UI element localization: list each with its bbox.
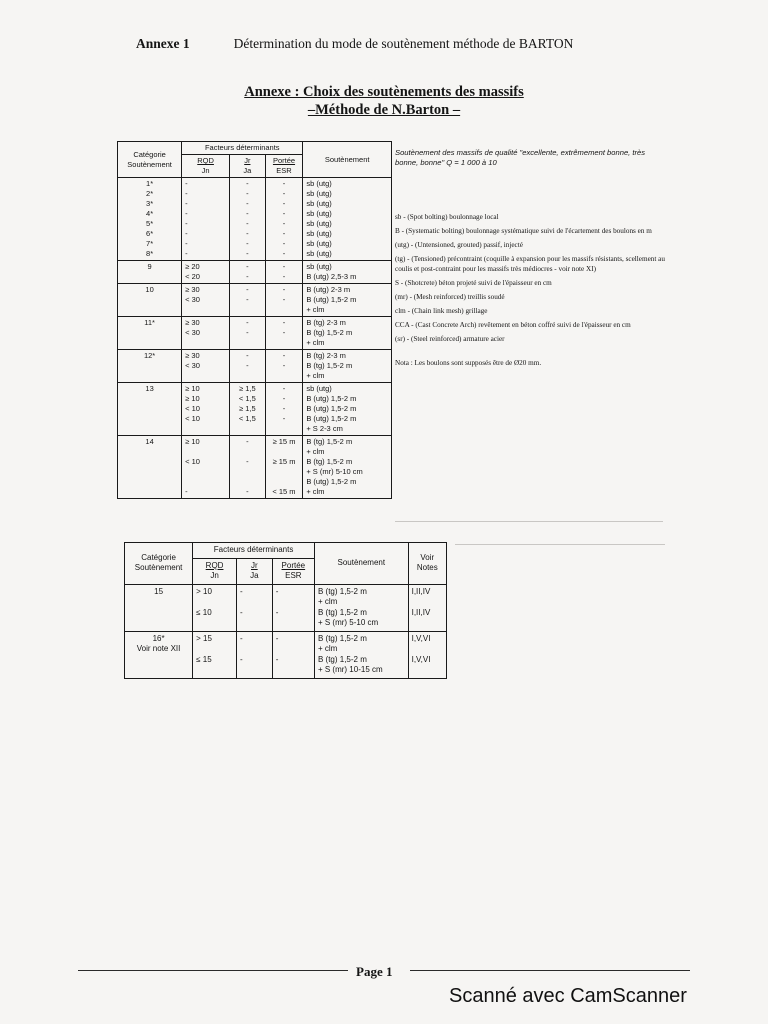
note-item: (sr) - (Steel reinforced) armature acier <box>395 335 505 343</box>
categorie-cell: 15 <box>125 584 193 631</box>
header-portee-esr: Portée ESR <box>265 155 303 178</box>
categorie-cell: 16* Voir note XII <box>125 631 193 678</box>
divider-line <box>395 521 663 522</box>
rqd-cell: - - - - - - - - <box>182 178 230 261</box>
table-row <box>118 261 392 284</box>
table-row <box>125 631 447 678</box>
portee-cell: - - <box>272 584 314 631</box>
note-item: (tg) - (Tensioned) précontraint (coquille à expansion pour les massifs résistants, scellement au coulis et post-contraint pour les massifs très médiocres - voir note XI) <box>395 255 665 273</box>
voir-notes-cell: I,II,IV I,II,IV <box>408 584 446 631</box>
categorie-cell: 11* <box>118 317 182 350</box>
table-row <box>125 584 447 631</box>
soutenement-cell: sb (utg) B (utg) 1,5-2 m B (utg) 1,5-2 m B (utg) 1,5-2 m + S 2-3 cm <box>303 383 392 436</box>
header-categorie: Catégorie Soutènement <box>125 543 193 585</box>
rqd-cell: ≥ 30 < 30 <box>182 350 230 383</box>
rqd-cell: > 10 ≤ 10 <box>193 584 237 631</box>
categorie-cell: 14 <box>118 436 182 499</box>
table-row <box>118 284 392 317</box>
annex-label: Annexe 1 <box>136 36 190 51</box>
jr-cell: - - <box>236 631 272 678</box>
table-row <box>118 178 392 261</box>
footer-rule-right <box>410 970 690 971</box>
portee-cell: - - <box>265 284 303 317</box>
header-facteurs: Facteurs déterminants <box>182 142 303 155</box>
title-line-2: –Méthode de N.Barton – <box>307 102 461 118</box>
soutenement-cell: B (tg) 2-3 m B (tg) 1,5-2 m + clm <box>303 350 392 383</box>
jr-cell: - - <box>230 317 266 350</box>
categorie-cell: 1* 2* 3* 4* 5* 6* 7* 8* <box>118 178 182 261</box>
portee-cell: - - <box>272 631 314 678</box>
divider-line <box>455 544 665 545</box>
rqd-cell: ≥ 30 < 30 <box>182 284 230 317</box>
abbreviation-notes <box>395 148 670 368</box>
portee-cell: ≥ 15 m ≥ 15 m < 15 m <box>265 436 303 499</box>
rqd-cell: ≥ 10 < 10 - <box>182 436 230 499</box>
footer-rule-left <box>78 970 348 971</box>
support-table-2 <box>124 542 447 679</box>
soutenement-cell: B (tg) 2-3 m B (tg) 1,5-2 m + clm <box>303 317 392 350</box>
jr-cell: - - <box>230 350 266 383</box>
categorie-cell: 12* <box>118 350 182 383</box>
portee-cell: - - - - - - - - <box>265 178 303 261</box>
header-voir-notes: Voir Notes <box>408 543 446 585</box>
note-item: S - (Shotcrete) béton projeté suivi de l'épaisseur en cm <box>395 279 552 287</box>
jr-cell: - - - <box>230 436 266 499</box>
header-title: Détermination du mode de soutènement méthode de BARTON <box>233 36 574 51</box>
notes-intro: Soutènement des massifs de qualité "excellente, extrêmement bonne, très bonne, bonne" Q = 1 000 à 10 <box>395 148 646 167</box>
soutenement-cell: B (tg) 1,5-2 m + clm B (tg) 1,5-2 m + S (mr) 5-10 cm B (utg) 1,5-2 m + clm <box>303 436 392 499</box>
page-number: Page 1 <box>356 964 393 979</box>
note-item: sb - (Spot bolting) boulonnage local <box>395 213 499 221</box>
portee-cell: - - - - <box>265 383 303 436</box>
header-soutenement: Soutènement <box>303 142 392 178</box>
notes-nota: Nota : Les boulons sont supposés être de Ø20 mm. <box>395 359 542 367</box>
voir-notes-cell: I,V,VI I,V,VI <box>408 631 446 678</box>
header-jr-ja: Jr Ja <box>236 558 272 584</box>
rqd-cell: > 15 ≤ 15 <box>193 631 237 678</box>
rqd-cell: ≥ 30 < 30 <box>182 317 230 350</box>
header-rqd-jn: RQD Jn <box>193 558 237 584</box>
soutenement-cell: sb (utg) sb (utg) sb (utg) sb (utg) sb (utg) sb (utg) sb (utg) sb (utg) <box>303 178 392 261</box>
header-soutenement: Soutènement <box>314 543 408 585</box>
table-row <box>118 317 392 350</box>
header-portee-esr: Portée ESR <box>272 558 314 584</box>
header-categorie: Catégorie Soutènement <box>118 142 182 178</box>
soutenement-cell: B (tg) 1,5-2 m + clm B (tg) 1,5-2 m + S (mr) 10-15 cm <box>314 631 408 678</box>
header-facteurs: Facteurs déterminants <box>193 543 315 559</box>
note-item: (mr) - (Mesh reinforced) treillis soudé <box>395 293 505 301</box>
note-item: CCA - (Cast Concrete Arch) revêtement en béton coffré suivi de l'épaisseur en cm <box>395 321 631 329</box>
categorie-cell: 10 <box>118 284 182 317</box>
jr-cell: - - <box>230 284 266 317</box>
rqd-cell: ≥ 10 ≥ 10 < 10 < 10 <box>182 383 230 436</box>
table-row <box>118 436 392 499</box>
portee-cell: - - <box>265 350 303 383</box>
jr-cell: - - <box>230 261 266 284</box>
jr-cell: - - <box>236 584 272 631</box>
header-rqd-jn: RQD Jn <box>182 155 230 178</box>
soutenement-cell: B (utg) 2-3 m B (utg) 1,5-2 m + clm <box>303 284 392 317</box>
note-item: clm - (Chain link mesh) grillage <box>395 307 488 315</box>
jr-cell: - - - - - - - - <box>230 178 266 261</box>
soutenement-cell: sb (utg) B (utg) 2,5-3 m <box>303 261 392 284</box>
table-row <box>118 350 392 383</box>
scanner-watermark: Scanné avec CamScanner <box>449 985 687 1007</box>
header-jr-ja: Jr Ja <box>230 155 266 178</box>
support-table-1 <box>117 141 392 499</box>
title-line-1: Annexe : Choix des soutènements des massifs <box>244 84 524 100</box>
categorie-cell: 9 <box>118 261 182 284</box>
table-row <box>118 383 392 436</box>
soutenement-cell: B (tg) 1,5-2 m + clm B (tg) 1,5-2 m + S (mr) 5-10 cm <box>314 584 408 631</box>
portee-cell: - - <box>265 261 303 284</box>
page-header <box>136 36 573 52</box>
note-item: (utg) - (Untensioned, grouted) passif, injecté <box>395 241 523 249</box>
categorie-cell: 13 <box>118 383 182 436</box>
jr-cell: ≥ 1,5 < 1,5 ≥ 1,5 < 1,5 <box>230 383 266 436</box>
portee-cell: - - <box>265 317 303 350</box>
note-item: B - (Systematic bolting) boulonnage systématique suivi de l'écartement des boulons en m <box>395 227 652 235</box>
rqd-cell: ≥ 20 < 20 <box>182 261 230 284</box>
